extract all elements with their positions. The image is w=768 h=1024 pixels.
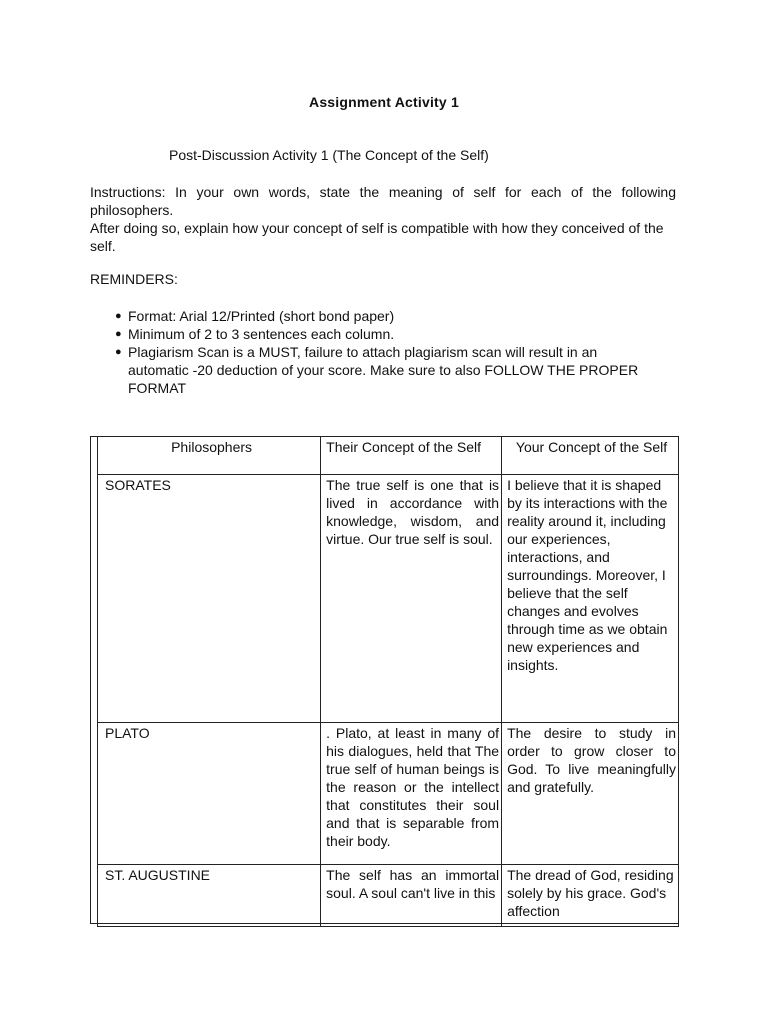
- instructions-paragraph-2: After doing so, explain how your concept of self is compatible with how they conceived of the self.: [90, 220, 664, 254]
- reminder-item: [115, 343, 655, 397]
- reminder-text: Minimum of 2 to 3 sentences each column.: [128, 326, 395, 342]
- table-row: [98, 865, 679, 927]
- reminder-item: [115, 325, 655, 343]
- bullet-icon: ●: [115, 346, 122, 358]
- reminders-list: [115, 307, 655, 397]
- cell-your-concept: I believe that it is shaped by its interactions with the reality around it, including our experiences, interactions, and surroundings. Moreover, I believe that the self changes and evolves through time as we obtain new experiences and insights.: [502, 475, 679, 723]
- cell-philosopher: SORATES: [98, 475, 321, 723]
- reminders-label: REMINDERS:: [90, 271, 178, 287]
- cell-philosopher: PLATO: [98, 723, 321, 865]
- cell-their-concept: The true self is one that is lived in accordance with knowledge, wisdom, and virtue. Our true self is soul.: [321, 475, 502, 723]
- cell-philosopher: ST. AUGUSTINE: [98, 865, 321, 927]
- reminder-item: [115, 307, 655, 325]
- table-header-row: [98, 437, 679, 475]
- cell-their-concept: . Plato, at least in many of his dialogues, held that The true self of human beings is the reason or the intellect that constitutes their soul and that is separable from their body.: [321, 723, 502, 865]
- document-title: Assignment Activity 1: [309, 94, 459, 110]
- header-their-concept: Their Concept of the Self: [321, 437, 502, 475]
- philosophers-table-frame: [90, 436, 679, 924]
- instructions: [90, 183, 676, 255]
- header-your-concept: Your Concept of the Self: [502, 437, 679, 475]
- philosophers-table: [97, 436, 679, 927]
- header-philosophers: Philosophers: [98, 437, 321, 475]
- table-row: [98, 475, 679, 723]
- reminder-text: Plagiarism Scan is a MUST, failure to attach plagiarism scan will result in an automatic -20 deduction of your score. Make sure to also FOLLOW THE PROPER FORMAT: [128, 344, 639, 396]
- cell-their-concept: The self has an immortal soul. A soul can't live in this: [321, 865, 502, 927]
- table-row: [98, 723, 679, 865]
- cell-your-concept: The desire to study in order to grow closer to God. To live meaningfully and gratefully.: [502, 723, 679, 865]
- reminder-text: Format: Arial 12/Printed (short bond paper): [128, 308, 395, 324]
- document-subtitle: Post-Discussion Activity 1 (The Concept of the Self): [169, 147, 489, 163]
- bullet-icon: ●: [115, 328, 122, 340]
- instructions-paragraph-1: Instructions: In your own words, state the meaning of self for each of the following philosophers.: [90, 184, 676, 218]
- bullet-icon: ●: [115, 310, 122, 322]
- cell-your-concept: The dread of God, residing solely by his grace. God's affection: [502, 865, 679, 927]
